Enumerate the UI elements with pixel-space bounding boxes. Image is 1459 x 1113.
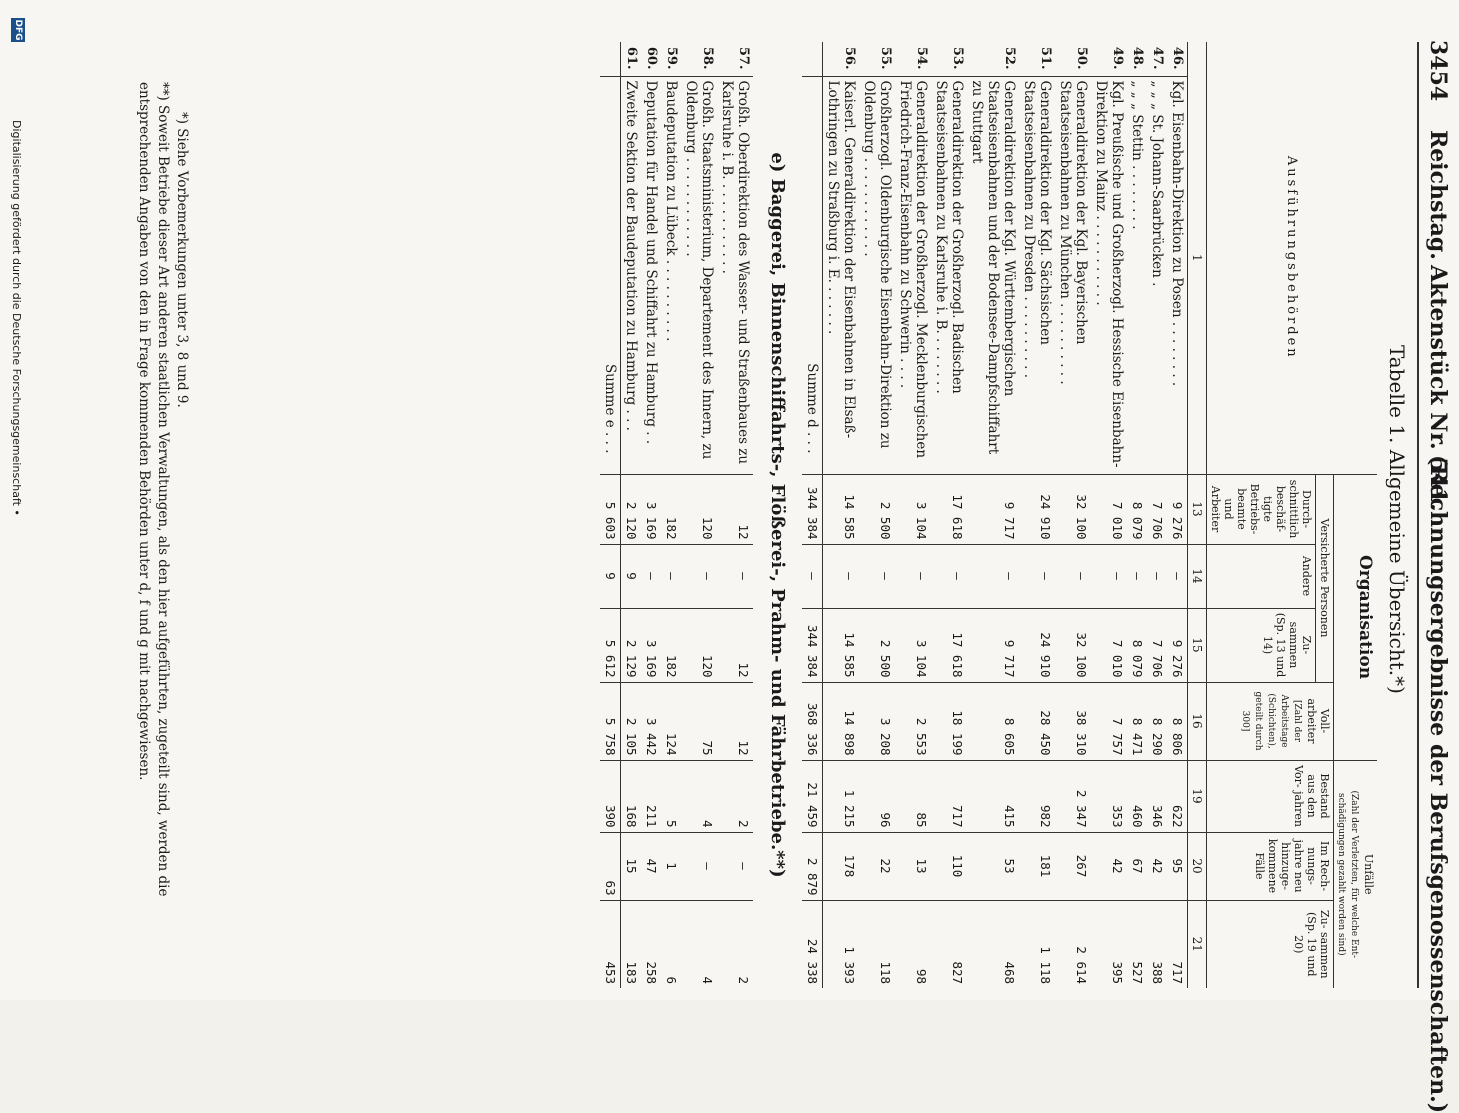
col-number: 16 xyxy=(1188,682,1207,760)
value-cell: 24 910 xyxy=(1019,608,1055,682)
value-cell: 183 xyxy=(621,900,642,988)
authority-name: Deputation für Handel und Schiffahrt zu Hamburg . . xyxy=(641,76,661,474)
value-cell: 3 104 xyxy=(895,608,931,682)
row-number: 49. xyxy=(1110,46,1125,70)
full-workers-label: Voll- arbeiter xyxy=(1305,698,1331,744)
value-cell: 98 xyxy=(895,900,931,988)
value-cell: 468 xyxy=(967,900,1019,988)
value-cell: 168 xyxy=(621,760,642,832)
value-cell: 267 xyxy=(1055,832,1091,900)
value-cell: 527 xyxy=(1127,900,1147,988)
value-cell: 9 276 xyxy=(1167,474,1188,544)
value-cell: 15 xyxy=(621,832,642,900)
value-cell: 24 910 xyxy=(1019,474,1055,544)
value-cell: 8 290 xyxy=(1147,682,1167,760)
table-row xyxy=(931,42,967,988)
col-number: 15 xyxy=(1188,608,1207,682)
value-cell: 258 xyxy=(641,900,661,988)
value-cell: 14 585 xyxy=(823,474,860,544)
full-workers-header xyxy=(1207,682,1334,760)
table-row xyxy=(1167,42,1188,988)
journal-name: Reichstag. xyxy=(1425,130,1451,260)
value-cell: — xyxy=(1147,544,1167,608)
value-cell: 7 706 xyxy=(1147,474,1167,544)
sum-cell: 9 xyxy=(600,544,621,608)
value-cell: 2 129 xyxy=(621,608,642,682)
table-row xyxy=(1147,42,1167,988)
overview-table xyxy=(600,42,1377,988)
col-number: 1 xyxy=(1188,42,1207,474)
value-cell: 12 xyxy=(717,608,753,682)
value-cell: 182 xyxy=(661,474,681,544)
value-cell: 17 618 xyxy=(931,608,967,682)
sum-cell: 21 459 xyxy=(802,760,823,832)
value-cell: — xyxy=(931,544,967,608)
value-cell: 395 xyxy=(1091,900,1127,988)
value-cell: — xyxy=(661,544,681,608)
authority-name: Zweite Sektion der Baudeputation zu Hamburg . . . xyxy=(621,76,642,474)
sum-cell: 5 603 xyxy=(600,474,621,544)
value-cell: 1 393 xyxy=(823,900,860,988)
value-cell: 8 471 xyxy=(1127,682,1147,760)
value-cell: 7 010 xyxy=(1091,608,1127,682)
value-cell: 2 500 xyxy=(859,474,895,544)
value-cell: 14 585 xyxy=(823,608,860,682)
sum-cases-header: Zu- sammen (Sp. 19 und 20) xyxy=(1207,900,1334,988)
col-number: 13 xyxy=(1188,474,1207,544)
value-cell: 7 010 xyxy=(1091,474,1127,544)
value-cell: 38 310 xyxy=(1055,682,1091,760)
authorities-header: Ausführungsbehörden xyxy=(1207,42,1378,474)
accidents-label: Unfälle xyxy=(1362,854,1375,895)
value-cell: 3 208 xyxy=(859,682,895,760)
row-number: 52. xyxy=(1002,46,1017,70)
column-number-row xyxy=(1188,42,1207,988)
value-cell: 182 xyxy=(661,608,681,682)
organisation-group-header: Organisation xyxy=(1334,474,1378,760)
value-cell: 3 169 xyxy=(641,608,661,682)
value-cell: 9 717 xyxy=(967,474,1019,544)
table-row xyxy=(1091,42,1127,988)
value-cell: 12 xyxy=(717,682,753,760)
value-cell: 8 079 xyxy=(1127,474,1147,544)
value-cell: 3 169 xyxy=(641,474,661,544)
value-cell: 181 xyxy=(1019,832,1055,900)
row-number: 51. xyxy=(1038,46,1053,70)
others-header: Andere xyxy=(1207,544,1316,608)
row-number: 55. xyxy=(878,46,893,70)
authority-name: Kgl. Eisenbahn-Direktion zu Posen . . . . . . . . xyxy=(1167,76,1188,474)
col-number: 19 xyxy=(1188,760,1207,832)
value-cell: 28 450 xyxy=(1019,682,1055,760)
value-cell: 388 xyxy=(1147,900,1167,988)
value-cell: 8 605 xyxy=(967,682,1019,760)
new-cases-header: Im Rech- nungs- jahre neu hinzuge- kommene Fälle xyxy=(1207,832,1334,900)
value-cell: 18 199 xyxy=(931,682,967,760)
value-cell: 3 104 xyxy=(895,474,931,544)
sum-cell: 390 xyxy=(600,760,621,832)
row-number: 47. xyxy=(1150,46,1165,70)
value-cell: 9 717 xyxy=(967,608,1019,682)
value-cell: 717 xyxy=(931,760,967,832)
value-cell: — xyxy=(717,832,753,900)
value-cell: 717 xyxy=(1167,900,1188,988)
value-cell: 1 215 xyxy=(823,760,860,832)
accidents-header xyxy=(1334,760,1378,988)
authority-name: Generaldirektion der Kgl. Württembergischen Staatseisenbahnen und der Bodensee-Dampfschiffahrt zu Stuttgart xyxy=(967,76,1019,474)
value-cell: 415 xyxy=(967,760,1019,832)
row-number: 56. xyxy=(842,46,857,70)
accidents-note: (Zahl der Verletzten, für welche Ent- schädigungen gezahlt worden sind) xyxy=(1336,790,1359,959)
value-cell: 2 614 xyxy=(1055,900,1091,988)
footnotes xyxy=(134,82,191,962)
full-workers-note: [Zahl der Arbeitstage (Schichten), geteilt durch 300] xyxy=(1240,691,1302,751)
row-number: 53. xyxy=(950,46,965,70)
table-row xyxy=(661,42,681,988)
table-row xyxy=(641,42,661,988)
table-row xyxy=(895,42,931,988)
value-cell: 1 118 xyxy=(1019,900,1055,988)
value-cell: 32 100 xyxy=(1055,474,1091,544)
value-cell: 42 xyxy=(1091,832,1127,900)
value-cell: 8 079 xyxy=(1127,608,1147,682)
value-cell: 67 xyxy=(1127,832,1147,900)
value-cell: 96 xyxy=(859,760,895,832)
value-cell: 460 xyxy=(1127,760,1147,832)
value-cell: 17 618 xyxy=(931,474,967,544)
authority-name: Kgl. Preußische und Großherzogl. Hessische Eisenbahn-Direktion zu Mainz . . . . . . . . . . . xyxy=(1091,76,1127,474)
value-cell: 2 xyxy=(717,760,753,832)
sum-cell: — xyxy=(802,544,823,608)
value-cell: 32 100 xyxy=(1055,608,1091,682)
value-cell: 47 xyxy=(641,832,661,900)
value-cell: 6 xyxy=(661,900,681,988)
value-cell: 5 xyxy=(661,760,681,832)
sum-cell: 344 384 xyxy=(802,474,823,544)
sum-cell: 5 758 xyxy=(600,682,621,760)
row-number: 50. xyxy=(1074,46,1089,70)
col-number: 20 xyxy=(1188,832,1207,900)
sum-label: Summe e . . . xyxy=(600,76,621,474)
header-rule xyxy=(1417,42,1419,988)
value-cell: 42 xyxy=(1147,832,1167,900)
section-d-rows xyxy=(823,42,1188,988)
value-cell: 2 105 xyxy=(621,682,642,760)
table-row xyxy=(1019,42,1055,988)
page-number: 3454 xyxy=(1425,40,1451,102)
value-cell: — xyxy=(1091,544,1127,608)
value-cell: — xyxy=(1127,544,1147,608)
value-cell: — xyxy=(1167,544,1188,608)
authority-name: „ „ „ St. Johann-Saarbrücken . xyxy=(1147,76,1167,474)
value-cell: 353 xyxy=(1091,760,1127,832)
value-cell: — xyxy=(1019,544,1055,608)
value-cell: 9 276 xyxy=(1167,608,1188,682)
table-row xyxy=(681,42,717,988)
authority-name: Großh. Staatsministerium, Departement des Innern, zu Oldenburg . . . . . . . . . . . . xyxy=(681,76,717,474)
value-cell: — xyxy=(967,544,1019,608)
value-cell: — xyxy=(681,544,717,608)
value-cell: 120 xyxy=(681,474,717,544)
sum-cell: 344 384 xyxy=(802,608,823,682)
row-number: 61. xyxy=(624,46,639,70)
value-cell: — xyxy=(681,832,717,900)
value-cell: 4 xyxy=(681,760,717,832)
value-cell: — xyxy=(717,544,753,608)
footnote: *) Siehe Vorbemerkungen unter 3, 8 und 9. xyxy=(174,112,190,408)
value-cell: 124 xyxy=(661,682,681,760)
value-cell: 118 xyxy=(859,900,895,988)
sum-row-d xyxy=(802,42,823,988)
row-number: 58. xyxy=(700,46,715,70)
value-cell: 2 xyxy=(717,900,753,988)
value-cell: 95 xyxy=(1167,832,1188,900)
table-row xyxy=(1127,42,1147,988)
dfg-logo: DFG xyxy=(13,19,23,41)
value-cell: 1 xyxy=(661,832,681,900)
value-cell: 12 xyxy=(717,474,753,544)
stock-header: Bestand aus den Vor- jahren xyxy=(1207,760,1334,832)
value-cell: — xyxy=(895,544,931,608)
value-cell: 75 xyxy=(681,682,717,760)
sum-cell: 5 612 xyxy=(600,608,621,682)
value-cell: 9 xyxy=(621,544,642,608)
authority-name: Generaldirektion der Kgl. Sächsischen Staatseisenbahnen zu Dresden . . . . . . . . . . xyxy=(1019,76,1055,474)
table-row xyxy=(859,42,895,988)
value-cell: 14 898 xyxy=(823,682,860,760)
section-e-title: e) Baggerei, Binnenschiffahrts-, Flößerei-, Prahm- und Fährbetriebe.**) xyxy=(767,152,788,878)
sum-row-e xyxy=(600,42,621,988)
row-number: 46. xyxy=(1170,46,1185,70)
sum-cell: 453 xyxy=(600,900,621,988)
col-number: 14 xyxy=(1188,544,1207,608)
table-row xyxy=(823,42,860,988)
value-cell: 85 xyxy=(895,760,931,832)
document-subject: (Rechnungsergebnisse der Berufsgenossenschaften.) xyxy=(1425,455,1451,1113)
total-header: Zu- sammen (Sp. 13 und 14) xyxy=(1207,608,1316,682)
authority-name: Großh. Oberdirektion des Wasser- und Straßenbaues zu Karlsruhe i. B. . . . . . . . . . . . xyxy=(717,76,753,474)
col-number: 21 xyxy=(1188,900,1207,988)
table-title: Tabelle 1. Allgemeine Übersicht.*) xyxy=(1385,345,1409,694)
section-e-rows xyxy=(621,42,754,988)
section-e-title-row xyxy=(753,42,802,988)
value-cell: 211 xyxy=(641,760,661,832)
row-number: 48. xyxy=(1130,46,1145,70)
table-row xyxy=(1055,42,1091,988)
value-cell: 622 xyxy=(1167,760,1188,832)
authority-name: Generaldirektion der Kgl. Bayerischen Staatseisenbahnen zu München . . . . . . . . . . xyxy=(1055,76,1091,474)
value-cell: 2 500 xyxy=(859,608,895,682)
sum-cell: 24 338 xyxy=(802,900,823,988)
value-cell: 110 xyxy=(931,832,967,900)
value-cell: — xyxy=(859,544,895,608)
authority-name: „ „ „ Stettin . . . . . . . . xyxy=(1127,76,1147,474)
authority-name: Generaldirektion der Großherzogl. Badischen Staatseisenbahnen zu Karlsruhe i. B. . . . . . . . xyxy=(931,76,967,474)
value-cell: 346 xyxy=(1147,760,1167,832)
table-row xyxy=(717,42,753,988)
value-cell: 13 xyxy=(895,832,931,900)
table-row xyxy=(967,42,1019,988)
authority-name: Kaiserl. Generaldirektion der Eisenbahnen in Elsaß-Lothringen zu Straßburg i. E. . . . . . . xyxy=(823,76,860,474)
authority-name: Baudeputation zu Lübeck . . . . . . . . . . xyxy=(661,76,681,474)
sum-cell: 368 336 xyxy=(802,682,823,760)
value-cell: 2 120 xyxy=(621,474,642,544)
insured-persons-header: Versicherte Personen xyxy=(1316,474,1334,682)
sum-label: Summe d . . . xyxy=(802,76,823,474)
value-cell: 7 757 xyxy=(1091,682,1127,760)
value-cell: 178 xyxy=(823,832,860,900)
value-cell: — xyxy=(641,544,661,608)
value-cell: 22 xyxy=(859,832,895,900)
value-cell: — xyxy=(823,544,860,608)
value-cell: 2 553 xyxy=(895,682,931,760)
value-cell: 3 442 xyxy=(641,682,661,760)
digitization-note: Digitalisierung gefördert durch die Deutsche Forschungsgemeinschaft • xyxy=(10,120,23,516)
value-cell: 2 347 xyxy=(1055,760,1091,832)
value-cell: — xyxy=(1055,544,1091,608)
value-cell: 7 706 xyxy=(1147,608,1167,682)
value-cell: 4 xyxy=(681,900,717,988)
avg-employed-header: Durch- schnittlich beschäf- tigte Betriebs- beamte und Arbeiter xyxy=(1207,474,1316,544)
document-number: Aktenstück Nr. 541. xyxy=(1425,265,1451,511)
footnote: **) Soweit Betriebe dieser Art anderen staatlichen Verwaltungen, als den hier aufgeführten, zugeteilt sind, werden die entsprechenden Angaben von den in Frage kommenden Behörden unter d, f und g mit nachgewiesen. xyxy=(136,82,171,897)
row-number: 54. xyxy=(914,46,929,70)
value-cell: 120 xyxy=(681,608,717,682)
sum-cell: 2 879 xyxy=(802,832,823,900)
row-number: 59. xyxy=(664,46,679,70)
row-number: 57. xyxy=(736,46,751,70)
value-cell: 982 xyxy=(1019,760,1055,832)
authority-name: Generaldirektion der Großherzogl. Mecklenburgischen Friedrich-Franz-Eisenbahn zu Schwerin . . . . xyxy=(895,76,931,474)
value-cell: 827 xyxy=(931,900,967,988)
value-cell: 53 xyxy=(967,832,1019,900)
row-number: 60. xyxy=(644,46,659,70)
value-cell: 8 806 xyxy=(1167,682,1188,760)
authority-name: Großherzogl. Oldenburgische Eisenbahn-Direktion zu Oldenburg . . . . . . . . . . . . xyxy=(859,76,895,474)
table-row xyxy=(621,42,642,988)
sum-cell: 63 xyxy=(600,832,621,900)
